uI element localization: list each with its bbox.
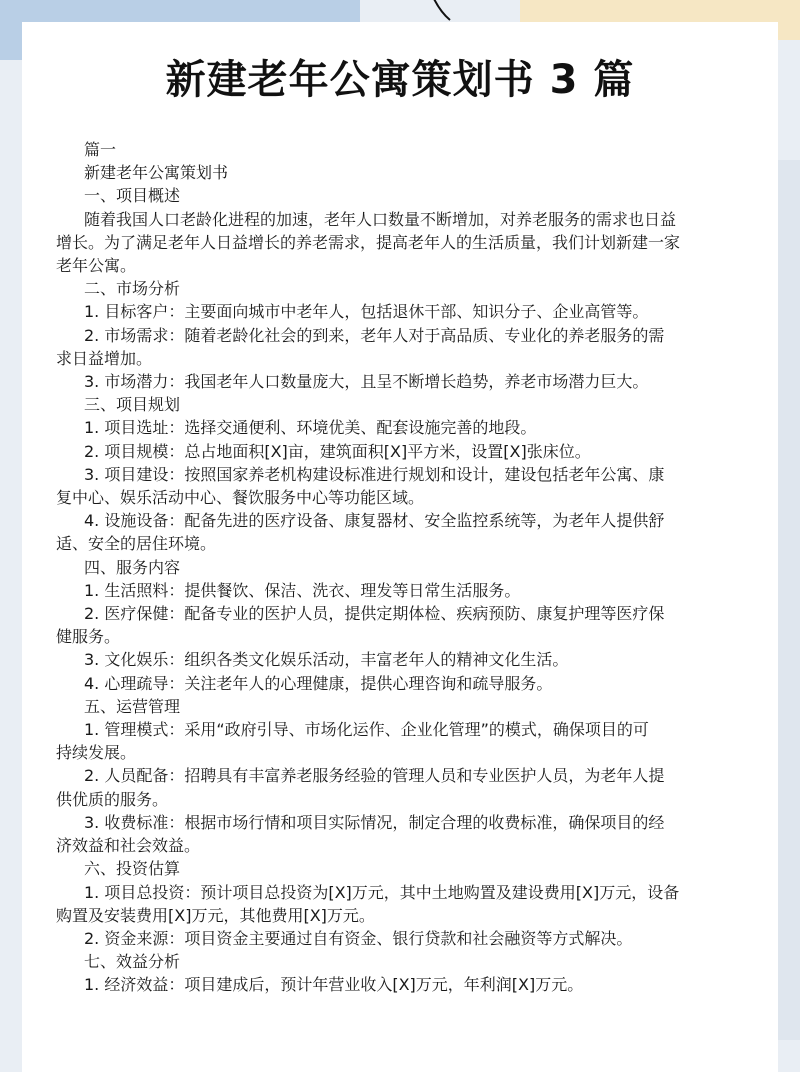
text-line: 3. 收费标准：根据市场行情和项目实际情况，制定合理的收费标准，确保项目的经 — [84, 812, 665, 832]
text-line: 增长。为了满足老年人日益增长的养老需求，提高老年人的生活质量，我们计划新建一家 — [56, 232, 681, 252]
text-line: 七、效益分析 — [84, 952, 181, 972]
document-page — [22, 22, 778, 1072]
text-line: 六、投资估算 — [84, 859, 181, 879]
text-line: 1. 项目总投资：预计项目总投资为[X]万元，其中土地购置及建设费用[X]万元，设备 — [84, 882, 680, 902]
document-title: 新建老年公寓策划书 3 篇 — [165, 57, 635, 103]
text-line: 3. 文化娱乐：组织各类文化娱乐活动，丰富老年人的精神文化生活。 — [84, 650, 569, 670]
text-line: 一、项目概述 — [84, 186, 181, 206]
text-line: 二、市场分析 — [84, 279, 181, 299]
text-line: 1. 项目选址：选择交通便利、环境优美、配套设施完善的地段。 — [84, 418, 537, 438]
text-line: 3. 项目建设：按照国家养老机构建设标准进行规划和设计，建设包括老年公寓、康 — [84, 464, 665, 484]
text-line: 1. 生活照料：提供餐饮、保洁、洗衣、理发等日常生活服务。 — [84, 580, 521, 600]
text-line: 1. 目标客户：主要面向城市中老年人，包括退休干部、知识分子、企业高管等。 — [84, 302, 649, 322]
text-line: 2. 市场需求：随着老龄化社会的到来，老年人对于高品质、专业化的养老服务的需 — [84, 325, 665, 345]
text-line: 2. 医疗保健：配备专业的医护人员，提供定期体检、疾病预防、康复护理等医疗保 — [84, 604, 665, 624]
text-line: 适、安全的居住环境。 — [56, 534, 217, 554]
text-line: 2. 人员配备：招聘具有丰富养老服务经验的管理人员和专业医护人员，为老年人提 — [84, 766, 665, 786]
text-line: 五、运营管理 — [84, 696, 181, 716]
text-line: 三、项目规划 — [84, 395, 181, 415]
text-line: 篇一 — [84, 140, 117, 159]
text-line: 供优质的服务。 — [56, 789, 169, 809]
text-line: 3. 市场潜力：我国老年人口数量庞大，且呈不断增长趋势，养老市场潜力巨大。 — [84, 372, 649, 392]
text-line: 2. 项目规模：总占地面积[X]亩，建筑面积[X]平方米，设置[X]张床位。 — [84, 441, 591, 461]
text-line: 健服务。 — [56, 627, 121, 647]
text-line: 老年公寓。 — [56, 256, 137, 276]
text-line: 随着我国人口老龄化进程的加速，老年人口数量不断增加，对养老服务的需求也日益 — [84, 209, 677, 229]
document-body — [56, 138, 756, 997]
text-line: 4. 设施设备：配备先进的医疗设备、康复器材、安全监控系统等，为老年人提供舒 — [84, 511, 665, 531]
text-line: 持续发展。 — [56, 743, 137, 763]
text-line: 购置及安装费用[X]万元，其他费用[X]万元。 — [56, 905, 375, 925]
text-line: 复中心、娱乐活动中心、餐饮服务中心等功能区域。 — [56, 488, 425, 508]
text-line: 2. 资金来源：项目资金主要通过自有资金、银行贷款和社会融资等方式解决。 — [84, 928, 633, 948]
text-line: 1. 经济效益：项目建成后，预计年营业收入[X]万元，年利润[X]万元。 — [84, 975, 584, 995]
text-line: 求日益增加。 — [56, 348, 153, 368]
text-line: 4. 心理疏导：关注老年人的心理健康，提供心理咨询和疏导服务。 — [84, 673, 553, 693]
text-line: 四、服务内容 — [84, 557, 181, 577]
text-line: 济效益和社会效益。 — [56, 836, 201, 856]
text-line: 新建老年公寓策划书 — [84, 163, 229, 183]
text-line: 1. 管理模式：采用“政府引导、市场化运作、企业化管理”的模式，确保项目的可 — [84, 720, 649, 740]
